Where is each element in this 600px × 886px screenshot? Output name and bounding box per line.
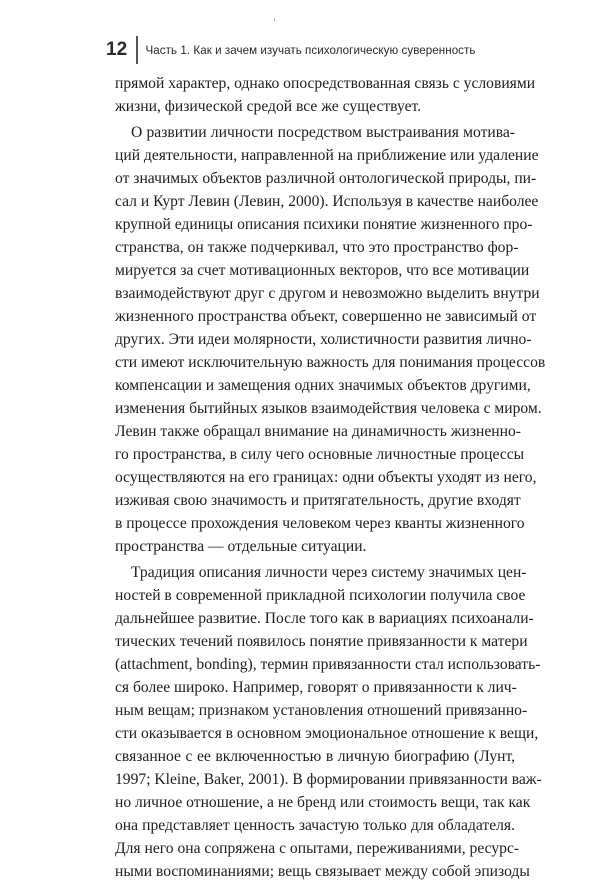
- text-line: в процессе прохождения человеком через кванты жизненного: [115, 515, 525, 532]
- paragraph-2: [115, 121, 546, 558]
- page-number: 12: [106, 39, 128, 60]
- text-line: ций деятельности, направленной на приближение или удаление: [115, 147, 539, 164]
- header-divider: [136, 36, 137, 64]
- text-line: го пространства, в силу чего основные личностные процессы: [115, 446, 525, 463]
- text-line: О развитии личности посредством выстраивания мотива-: [131, 124, 515, 141]
- text-line: сал и Курт Левин (Левин, 2000). Используя в качестве наиболее: [115, 193, 539, 210]
- text-line: пространства — отдельные ситуации.: [115, 538, 367, 555]
- paragraph-3: [115, 561, 542, 883]
- text-line: сти оказывается в основном эмоциональное отношение к вещи,: [115, 725, 539, 742]
- body-text: [115, 72, 546, 886]
- text-line: ными воспоминаниями; вещь связывает между собой эпизоды: [115, 863, 530, 880]
- text-line: мируется за счет мотивационных векторов, что все мотивации: [115, 262, 530, 279]
- text-line: компенсации и замещения одних значимых объектов другими,: [115, 377, 531, 394]
- text-line: связанное с ее включенностью в личную биографию (Лунт,: [115, 748, 515, 765]
- text-line: осуществляются на его границах: одни объекты уходят из него,: [115, 469, 537, 486]
- running-head: Часть 1. Как и зачем изучать психологическую суверенность: [145, 43, 476, 57]
- text-line: но личное отношение, а не бренд или стоимость вещи, так как: [115, 794, 531, 811]
- text-line: крупной единицы описания психики понятие жизненного про-: [115, 216, 533, 233]
- text-line: странства, он также подчеркивал, что это пространство фор-: [115, 239, 519, 256]
- text-line: ся более широко. Например, говорят о привязанности к лич-: [115, 679, 517, 696]
- text-line: прямой характер, однако опосредствованная связь с условиями: [115, 75, 536, 92]
- text-line: изживая свою значимость и притягательность, другие входят: [115, 492, 521, 509]
- text-line: сти имеют исключительную важность для понимания процессов: [115, 354, 546, 371]
- text-line: взаимодействуют друг с другом и невозможно выделить внутри: [115, 285, 540, 302]
- text-line: жизненного пространства объект, совершенно не зависимый от: [115, 308, 537, 325]
- text-line: других. Эти идеи молярности, холистичности развития лично-: [115, 331, 532, 348]
- text-line: Для него она сопряжена с опытами, переживаниями, ресурс-: [115, 840, 520, 857]
- print-mark: [274, 18, 275, 21]
- text-line: изменения бытийных языков взаимодействия человека с миром.: [115, 400, 542, 417]
- text-line: она представляет ценность зачастую только для обладателя.: [115, 817, 515, 834]
- text-line: от значимых объектов различной онтологической природы, пи-: [115, 170, 537, 187]
- text-line: ностей в современной прикладной психологии получила свое: [115, 587, 526, 604]
- text-line: Традиция описания личности через систему значимых цен-: [131, 564, 527, 581]
- paragraph-1: [115, 72, 536, 118]
- text-line: жизни, физической средой все же существует.: [115, 98, 422, 115]
- text-line: 1997; Kleine, Baker, 2001). В формировании привязанности важ-: [115, 771, 542, 788]
- text-line: дальнейшее развитие. После того как в вариациях психоанали-: [115, 610, 534, 627]
- text-line: тических течений появилось понятие привязанности к матери: [115, 633, 528, 650]
- text-line: Левин также обращал внимание на динамичность жизненно-: [115, 423, 521, 440]
- page-header: [106, 36, 476, 64]
- text-line: ным вещам; признаком установления отношений привязанно-: [115, 702, 528, 719]
- text-line: (attachment, bonding), термин привязанности стал использовать-: [115, 656, 541, 673]
